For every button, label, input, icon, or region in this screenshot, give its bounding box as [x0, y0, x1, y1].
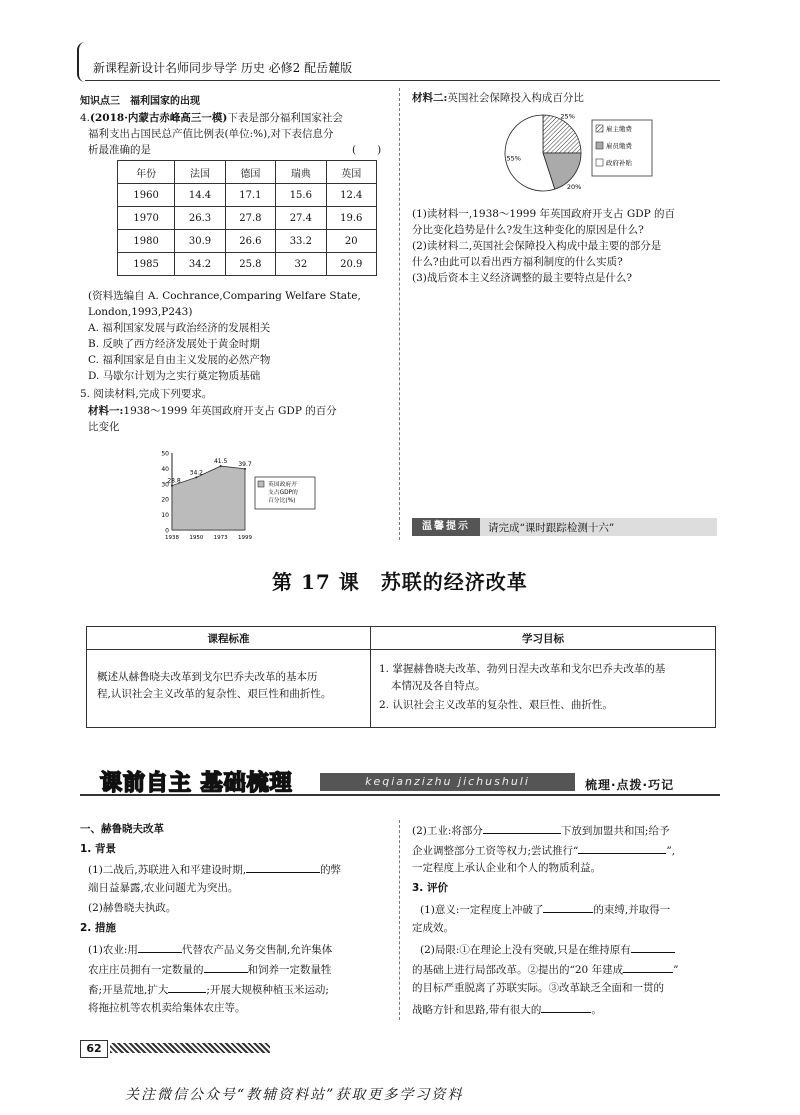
e-line4: [412, 962, 678, 977]
answer-blank: [631, 942, 675, 953]
pie-chart: [500, 110, 690, 195]
data-label: 39.7: [238, 460, 252, 468]
table-cell: 26.6: [225, 230, 275, 253]
table-cell: 34.2: [175, 253, 225, 276]
e-text: (2)局限:①在理论上没有突破,只是在维持原有: [420, 944, 631, 956]
tip-text: 请完成“课时跟踪检测十六”: [488, 522, 615, 534]
y-tick-label: 20: [161, 496, 169, 504]
e-text: 的基础上进行局部改革。②提出的“20 年建成: [412, 964, 624, 976]
standard-line1: 概述从赫鲁晓夫改革到戈尔巴乔夫改革的基本历: [97, 671, 318, 683]
table-row: [118, 253, 377, 276]
table-cell: 19.6: [326, 207, 376, 230]
y-tick-label: 40: [161, 465, 169, 473]
q4-text: 下表是部分福利国家社会: [227, 112, 343, 124]
e-text: 。: [591, 1004, 602, 1016]
y-tick-label: 0: [165, 527, 169, 535]
m-text: ;开展大规模种植玉米运动;: [206, 984, 329, 996]
pie-label: 55%: [506, 154, 521, 163]
gdp-area-chart: [150, 445, 325, 545]
legend-swatch: [258, 481, 264, 487]
table-cell: 20.9: [326, 253, 376, 276]
table-row: [118, 207, 377, 230]
data-label: 28.8: [167, 477, 181, 485]
data-point: [244, 468, 246, 470]
lesson-title: 第 17 课 苏联的经济改革: [272, 570, 528, 594]
answer-blank: [483, 823, 561, 834]
q4-line1: [80, 112, 343, 125]
banner-right: 梳理·点拨·巧记: [585, 778, 675, 792]
e-text: ”: [673, 964, 679, 976]
table-cell: 33.2: [276, 230, 326, 253]
measures-heading: 2. 措施: [80, 922, 116, 934]
legend-swatch: [596, 159, 603, 166]
legend-label: 雇主缴费: [606, 125, 632, 133]
answer-blank: [541, 1002, 591, 1013]
tip-box: [412, 518, 717, 536]
table-cell: 12.4: [326, 184, 376, 207]
m-text: 畜;开垦荒地,扩大: [88, 984, 169, 996]
m-text: 农庄庄员拥有一定数量的: [88, 964, 204, 976]
q4-line2: 福利支出占国民总产值比例表(单位:%),对下表信息分: [88, 128, 334, 140]
m-text: (2)工业:将部分: [412, 825, 483, 837]
e-line6: [412, 1002, 602, 1017]
source-line2: London,1993,P243): [88, 306, 193, 318]
m-line4: 将拖拉机等农机卖给集体农庄等。: [88, 1002, 246, 1014]
m-text: 企业调整部分工资等权力;尝试推行“: [412, 845, 579, 857]
y-tick-label: 50: [161, 450, 169, 458]
y-tick-label: 10: [161, 512, 169, 520]
page-number-tab: [80, 1040, 270, 1056]
pie-label: 25%: [560, 112, 575, 121]
question-1a: (1)读材料一,1938～1999 年英国政府开支占 GDP 的百: [412, 208, 676, 220]
m-text: 和饲养一定数量牲: [247, 964, 332, 976]
m-line1: [88, 942, 332, 957]
footer-watermark: 关注微信公众号“教辅资料站”获取更多学习资料: [125, 1087, 464, 1103]
option-a: A. 福利国家发展与政治经济的发展相关: [88, 322, 271, 334]
m2-line3: 一定程度上承认企业和个人的物质利益。: [412, 862, 601, 874]
section-label: 知识点三 福利国家的出现: [80, 96, 200, 107]
column-divider: [399, 88, 400, 540]
table-cell: 30.9: [175, 230, 225, 253]
answer-blank: [204, 962, 248, 973]
bg-line3: (2)赫鲁晓夫执政。: [88, 902, 177, 914]
material2-line: [412, 92, 584, 105]
evaluation-heading: 3. 评价: [412, 882, 448, 894]
e-text: (1)意义:一定程度上冲破了: [420, 904, 544, 916]
e-line1: [420, 902, 670, 917]
table-row: [118, 184, 377, 207]
option-c: C. 福利国家是自由主义发展的必然产物: [88, 354, 271, 366]
option-b: B. 反映了西方经济发展处于黄金时期: [88, 338, 260, 350]
goal-line3: 2. 认识社会主义改革的复杂性、艰巨性、曲折性。: [379, 699, 613, 711]
header-bracket: [77, 42, 87, 82]
data-label: 34.2: [189, 469, 204, 477]
q4-answer-paren: ( ): [352, 144, 382, 156]
material1-line: [88, 405, 337, 418]
legend-label: 支占GDP的: [268, 490, 298, 496]
table-row: [118, 230, 377, 253]
table-header-cell: 德国: [225, 161, 275, 184]
material1-text: 1938～1999 年英国政府开支占 GDP 的百分: [123, 405, 337, 417]
x-tick-label: 1999: [238, 535, 252, 541]
table-cell: 1960: [118, 184, 175, 207]
page-number-pattern: [110, 1043, 270, 1053]
table-cell: 1970: [118, 207, 175, 230]
legend-swatch: [596, 125, 603, 132]
q5-text: 5. 阅读材料,完成下列要求。: [80, 388, 213, 400]
question-2b: 什么?由此可以看出西方福利制度的什么实质?: [412, 256, 623, 268]
bg-text: (1)二战后,苏联进入和平建设时期,: [88, 864, 247, 876]
answer-blank: [168, 982, 206, 993]
m-line3: [88, 982, 329, 997]
question-1b: 分比变化趋势是什么?发生这种变化的原因是什么?: [412, 224, 644, 236]
table-cell: 17.1: [225, 184, 275, 207]
bg-line1: [88, 862, 341, 877]
table-cell: 27.4: [276, 207, 326, 230]
table-cell: 15.6: [276, 184, 326, 207]
goals-header: 学习目标: [522, 633, 564, 645]
q4-line3: 析最准确的是: [88, 144, 151, 156]
standard-line2: 程,认识社会主义改革的复杂性、艰巨性和曲折性。: [97, 688, 332, 700]
pie-slice: [543, 115, 581, 153]
welfare-table: [117, 160, 377, 276]
e-line5: 的目标严重脱离了苏联实际。③改革缺乏全面和一贯的: [412, 982, 664, 994]
m-text: (1)农业:用: [88, 944, 138, 956]
page-number: 62: [80, 1040, 108, 1058]
table-header-row: [118, 161, 377, 184]
banner-title: 课前自主 基础梳理: [100, 770, 293, 796]
m-text: ”,: [666, 845, 676, 857]
table-cell: 26.3: [175, 207, 225, 230]
goal-line2: 本情况及各自特点。: [391, 680, 486, 692]
area-series: [172, 466, 245, 530]
e-text: 的束缚,并取得一: [593, 904, 671, 916]
m-text: 代替农产品义务交售制,允许集体: [181, 944, 333, 956]
section-banner: [80, 768, 720, 804]
m-line2: [88, 962, 332, 977]
m2-line1: [412, 823, 669, 838]
bg-line2: 端日益暴露,农业问题尤为突出。: [88, 882, 239, 894]
table-cell: 14.4: [175, 184, 225, 207]
material2-label: 材料二:: [412, 92, 448, 104]
table-cell: 25.8: [225, 253, 275, 276]
bg-text: 的弊: [320, 864, 342, 876]
e-text: 战略方针和思路,带有很大的: [412, 1004, 542, 1016]
x-tick-label: 1973: [213, 535, 228, 541]
answer-blank: [578, 843, 666, 854]
background-heading: 1. 背景: [80, 843, 116, 855]
table-cell: 1985: [118, 253, 175, 276]
table-cell: 32: [276, 253, 326, 276]
bottom-divider: [399, 820, 400, 1020]
legend-label: 政府补贴: [606, 159, 632, 167]
source-line1: (资料选编自 A. Cochrance,Comparing Welfare State,: [88, 290, 361, 302]
y-tick-label: 30: [161, 481, 169, 489]
data-point: [220, 465, 222, 467]
header-rule: [85, 80, 720, 81]
answer-blank: [246, 862, 320, 873]
pie-label: 20%: [566, 182, 582, 191]
q4-source: (2018·内蒙古赤峰高三一模): [90, 112, 228, 124]
e-line3: [420, 942, 675, 957]
goal-line1: 1. 掌握赫鲁晓夫改革、勃列日涅夫改革和戈尔巴乔夫改革的基: [379, 663, 666, 675]
standards-header: 课程标准: [207, 633, 250, 645]
table-cell: 1980: [118, 230, 175, 253]
material1-text2: 比变化: [88, 421, 120, 433]
table-header-cell: 瑞典: [276, 161, 326, 184]
legend-label: 英国政府开: [268, 482, 297, 488]
material1-label: 材料一:: [88, 405, 124, 417]
tip-label: 温馨提示: [412, 518, 480, 536]
x-tick-label: 1938: [165, 535, 179, 541]
answer-blank: [138, 942, 182, 953]
data-point: [171, 485, 173, 487]
question-2a: (2)读材料二,英国社会保障投入构成中最主要的部分是: [412, 240, 662, 252]
legend-swatch: [596, 142, 603, 149]
table-cell: 20: [326, 230, 376, 253]
banner-pinyin: keqianzizhu jichushuli: [320, 773, 575, 791]
m2-line2: [412, 843, 675, 858]
option-d: D. 马歇尔计划为之实行奠定物质基础: [88, 370, 261, 382]
data-label: 41.5: [213, 458, 228, 466]
data-point: [195, 476, 197, 478]
legend-label: 百分比(%): [268, 498, 296, 504]
e-line2: 定成效。: [412, 922, 454, 934]
standards-table: [86, 626, 716, 728]
x-tick-label: 1950: [189, 535, 204, 541]
reform-heading: 一、赫鲁晓夫改革: [80, 823, 164, 835]
material2-text: 英国社会保障投入构成百分比: [447, 92, 584, 104]
q4-number: 4.: [80, 112, 91, 124]
question-3: (3)战后资本主义经济调整的最主要特点是什么?: [412, 272, 633, 284]
answer-blank: [623, 962, 673, 973]
m-text: 下放到加盟共和国;给予: [560, 825, 670, 837]
answer-blank: [543, 902, 593, 913]
table-header-cell: 法国: [175, 161, 225, 184]
legend-label: 雇员缴费: [606, 142, 632, 150]
table-header-cell: 年份: [118, 161, 175, 184]
table-cell: 27.8: [225, 207, 275, 230]
table-header-cell: 英国: [326, 161, 376, 184]
header-title: 新课程新设计名师同步导学 历史 必修2 配岳麓版: [93, 61, 353, 75]
